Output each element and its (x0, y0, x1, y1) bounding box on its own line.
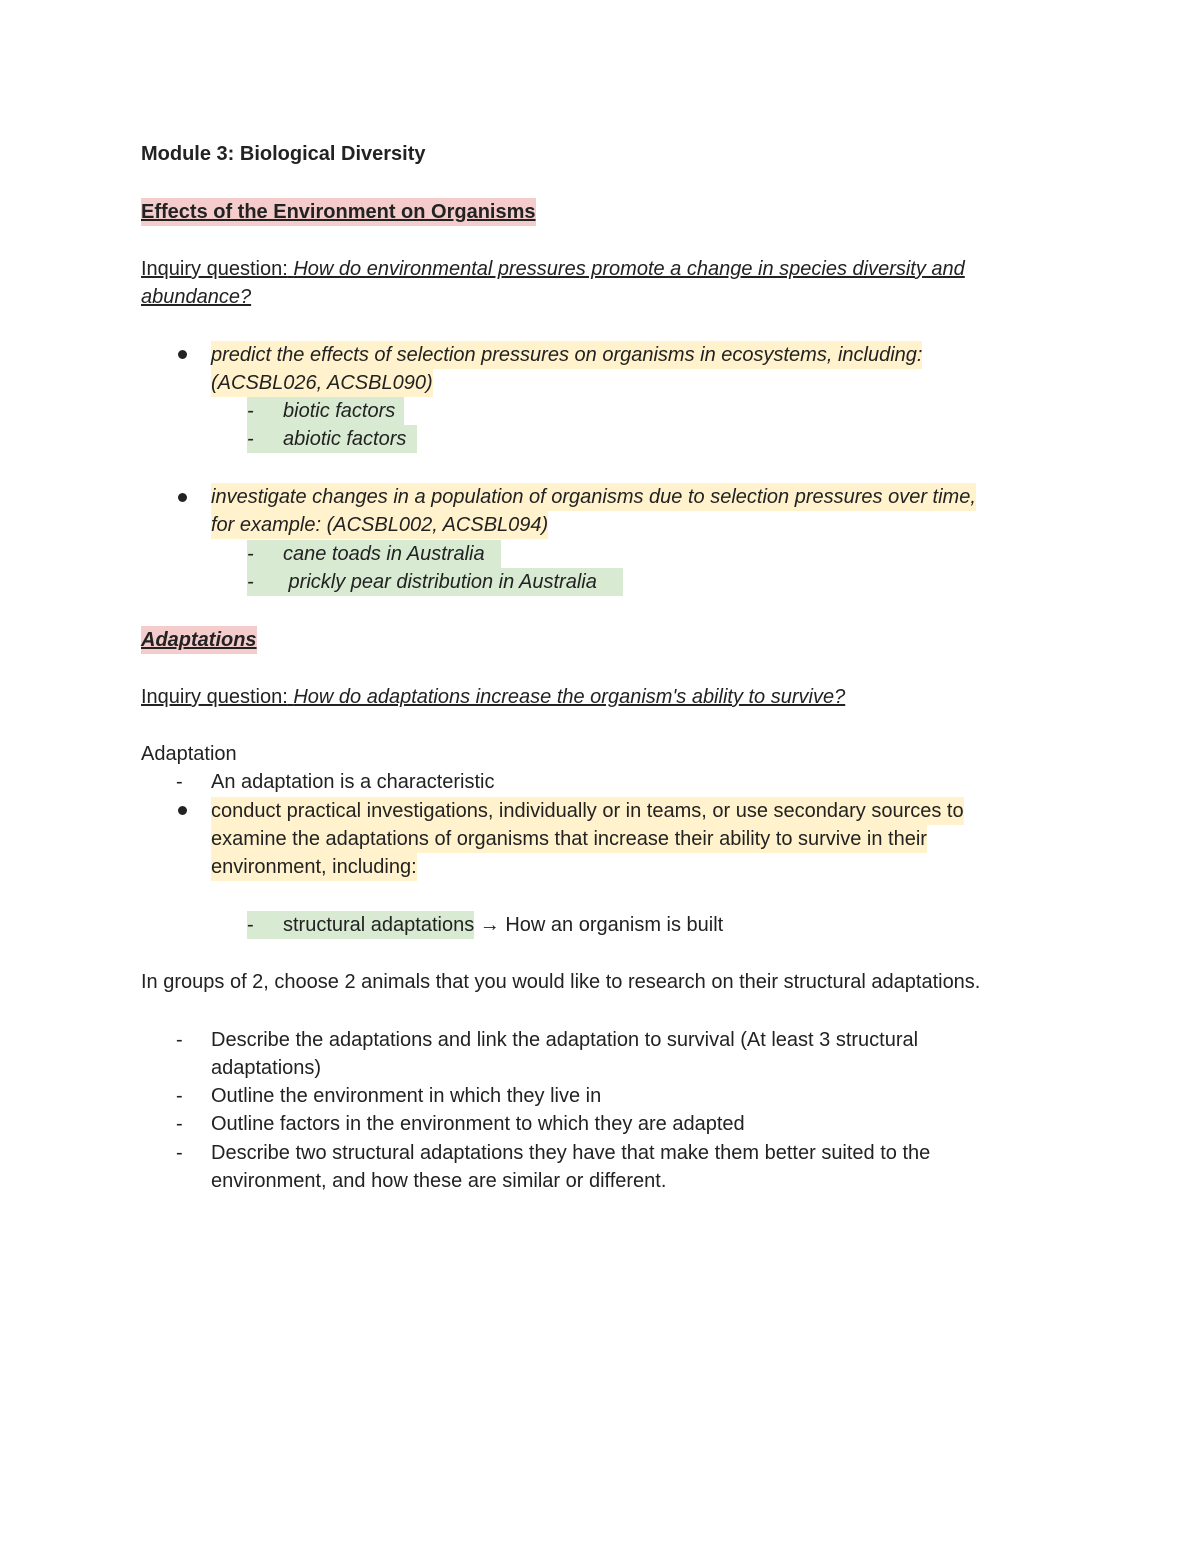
dash-marker: - (176, 1029, 183, 1051)
task-item-1: Describe the adaptations and link the adaptation to survival (At least 3 structural (211, 1029, 919, 1051)
outcome-3-line-1: conduct practical investigations, individually or in teams, or use secondary sources to (211, 797, 964, 825)
section-heading-environment: Effects of the Environment on Organisms (141, 198, 536, 226)
outcome-1-line-2: (ACSBL026, ACSBL090) (211, 369, 433, 397)
bullet-icon (178, 493, 187, 502)
dash-marker: - (176, 1142, 183, 1164)
structural-desc: → How an organism is built (474, 914, 724, 936)
task-intro: In groups of 2, choose 2 animals that you would like to research on their structural adaptations. (141, 971, 981, 993)
dash-marker: - (176, 1085, 183, 1107)
structural-label: structural adaptations (283, 914, 475, 936)
outcome-1-line-1: predict the effects of selection pressures on organisms in ecosystems, including: (211, 341, 922, 369)
structural-highlight (247, 911, 474, 939)
dash-marker: - (247, 571, 254, 593)
structural-adaptations-item (247, 911, 723, 939)
inquiry-question-1 (141, 255, 965, 283)
task-item-4-cont: environment, and how these are similar or different. (211, 1170, 667, 1192)
inquiry-prefix: Inquiry question: (141, 686, 288, 708)
subitem-label: cane toads in Australia (283, 543, 485, 565)
task-item-1-cont: adaptations) (211, 1057, 322, 1079)
inquiry-question-2 (141, 683, 845, 711)
dash-marker: - (247, 400, 254, 422)
task-item-4: Describe two structural adaptations they have that make them better suited to the (211, 1142, 931, 1164)
dash-marker: - (247, 914, 254, 936)
dash-marker: - (247, 543, 254, 565)
outcome-2-subitem-cane-toads (247, 540, 501, 568)
page-title: Module 3: Biological Diversity (141, 143, 426, 165)
outcome-1-subitem-abiotic (247, 425, 417, 453)
subitem-label: prickly pear distribution in Australia (283, 571, 597, 593)
outcome-2-subitem-prickly-pear (247, 568, 623, 596)
outcome-3-line-3: environment, including: (211, 853, 417, 881)
subitem-label: biotic factors (283, 400, 396, 422)
dash-marker: - (176, 1113, 183, 1135)
dash-marker: - (176, 771, 183, 793)
outcome-1-subitem-biotic (247, 397, 404, 425)
bullet-icon (178, 350, 187, 359)
section-heading-adaptations: Adaptations (141, 626, 257, 654)
adaptation-definition: An adaptation is a characteristic (211, 771, 495, 793)
inquiry-prefix: Inquiry question: (141, 258, 288, 280)
outcome-2-line-2: for example: (ACSBL002, ACSBL094) (211, 511, 548, 539)
outcome-3-line-2: examine the adaptations of organisms that increase their ability to survive in their (211, 825, 927, 853)
task-item-3: Outline factors in the environment to which they are adapted (211, 1113, 745, 1135)
adaptation-label: Adaptation (141, 743, 237, 765)
inquiry-question-1-cont: abundance? (141, 286, 252, 308)
inquiry-text: How do environmental pressures promote a change in species diversity and (293, 258, 965, 280)
dash-marker: - (247, 428, 254, 450)
outcome-2-line-1: investigate changes in a population of organisms due to selection pressures over time, (211, 483, 976, 511)
subitem-label: abiotic factors (283, 428, 407, 450)
inquiry-text: How do adaptations increase the organism's ability to survive? (293, 686, 846, 708)
bullet-icon (178, 806, 187, 815)
task-item-2: Outline the environment in which they live in (211, 1085, 602, 1107)
